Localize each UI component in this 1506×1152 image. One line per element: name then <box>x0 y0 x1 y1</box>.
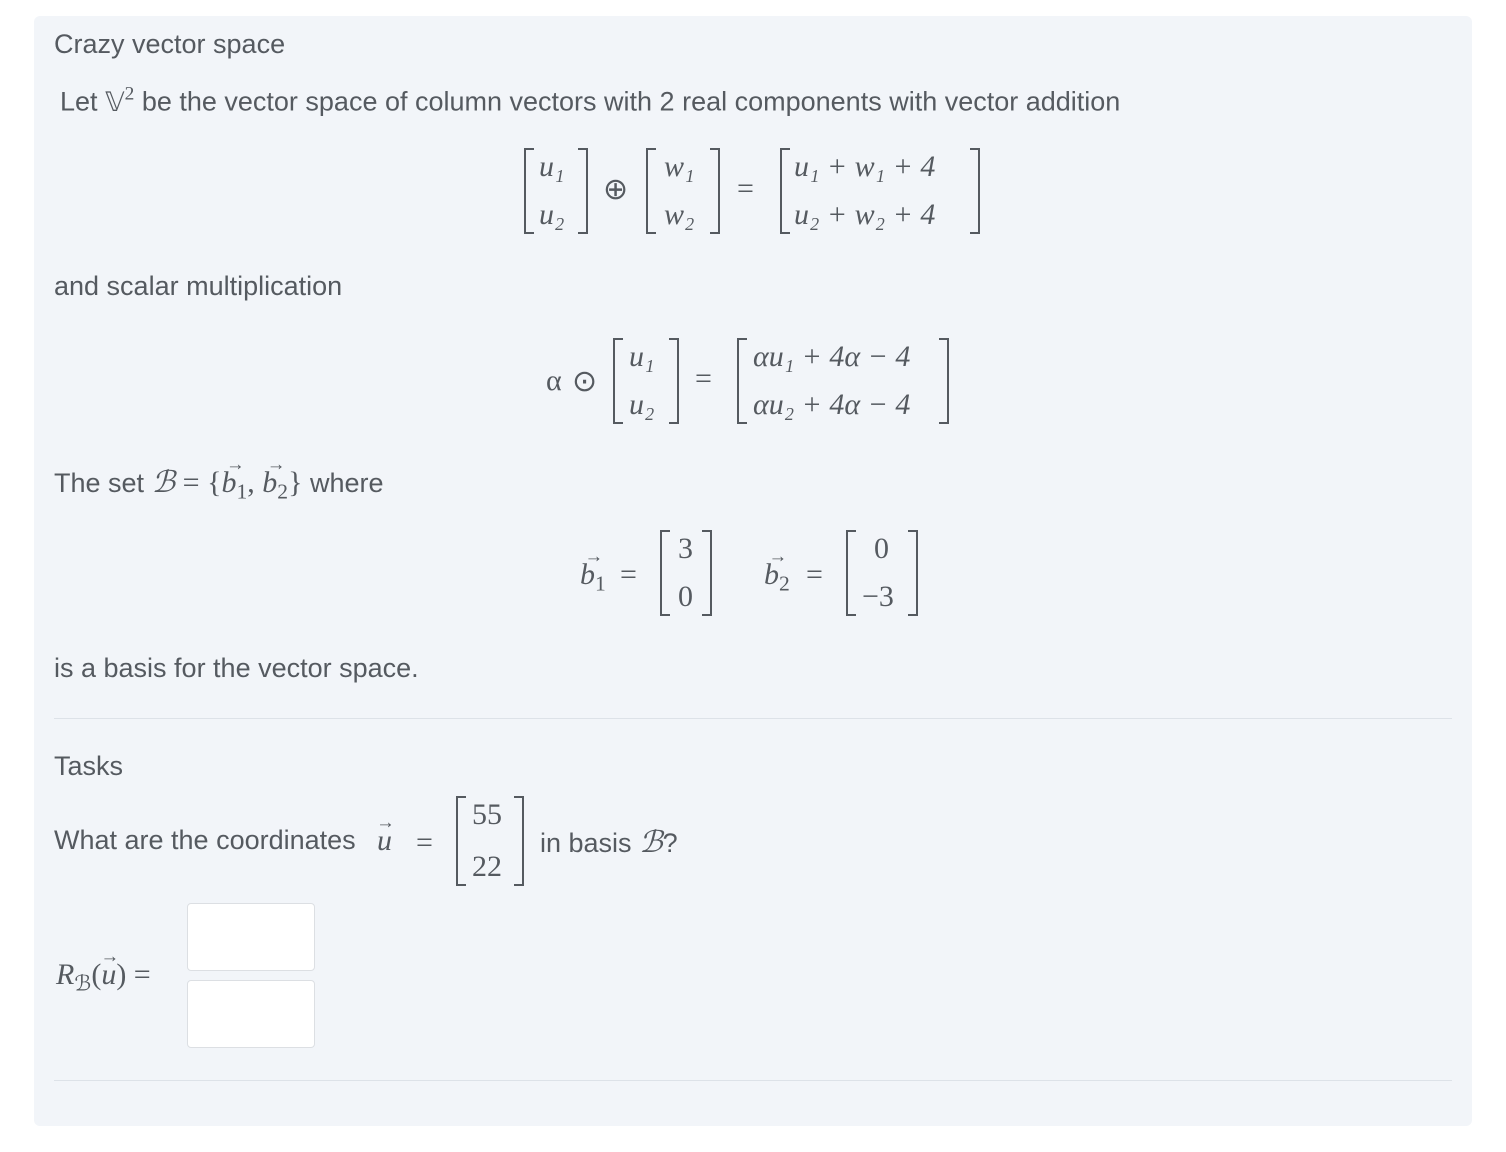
problem-title: Crazy vector space <box>54 29 286 59</box>
scalar-equals: = <box>695 362 712 395</box>
matrix-entry: 3 <box>678 532 693 565</box>
space-letter: 𝕍 <box>105 86 125 117</box>
matrix-entry: −3 <box>862 580 894 613</box>
b2-label: → $b_2$ <box>764 558 790 596</box>
matrix-entry: u₂ <box>539 198 565 231</box>
intro-line <box>60 83 1120 118</box>
matrix-entry: 22 <box>472 850 502 883</box>
matrix-entry: 0 <box>678 580 693 613</box>
scalar-intro: and scalar multiplication <box>54 271 343 301</box>
question-suffix: in basis ℬ? <box>540 826 678 859</box>
scalar-vector-matrix <box>613 338 679 424</box>
answer-input-2[interactable] <box>187 980 315 1048</box>
matrix-entry: u₂ + w₂ + 4 <box>794 198 936 231</box>
basis-statement: is a basis for the vector space. <box>54 653 419 683</box>
answer-input-1[interactable] <box>187 903 315 971</box>
b2-matrix <box>846 530 918 616</box>
set-line <box>54 465 384 504</box>
odot-operator: ⊙ <box>572 365 598 398</box>
matrix-entry: w₂ <box>664 198 695 231</box>
addition-result-matrix <box>780 148 980 234</box>
matrix-entry: u₁ + w₁ + 4 <box>794 150 936 183</box>
matrix-entry: 0 <box>874 532 889 565</box>
b1-matrix <box>660 530 712 616</box>
scalar-alpha: α <box>546 364 562 397</box>
question-equals: = <box>416 826 433 859</box>
addition-right-matrix <box>646 148 720 234</box>
set-expression: ℬ = {→ $b_1$, → $b_2$} <box>152 466 303 499</box>
question-vector-matrix <box>456 796 524 886</box>
matrix-entry: w₁ <box>664 150 695 183</box>
intro-suffix: be the vector space of column vectors with 2 real components with vector addition <box>141 86 1121 117</box>
b1-label: → $b_1$ <box>580 558 606 596</box>
scalar-result-matrix <box>737 338 949 424</box>
matrix-entry: 55 <box>472 798 502 831</box>
intro-prefix: Let <box>60 86 98 117</box>
space-exponent: 2 <box>124 83 135 104</box>
matrix-entry: u₁ <box>629 340 655 373</box>
matrix-entry: αu₂ + 4α − 4 <box>753 388 911 421</box>
matrix-entry: u₁ <box>539 150 565 183</box>
oplus-operator: ⊕ <box>603 173 629 206</box>
b2-equals: = <box>806 558 823 591</box>
question-prefix: What are the coordinates <box>54 825 356 855</box>
matrix-entry: αu₁ + 4α − 4 <box>753 340 911 373</box>
b1-equals: = <box>620 558 637 591</box>
vector-u: → u <box>377 824 392 858</box>
tasks-heading: Tasks <box>54 751 124 781</box>
divider <box>54 718 1452 719</box>
addition-left-matrix <box>524 148 588 234</box>
set-suffix: where <box>310 468 384 498</box>
answer-label: $R_ℬ(\to u)$ = <box>56 958 151 996</box>
set-prefix: The set <box>54 468 145 498</box>
matrix-entry: u₂ <box>629 388 655 421</box>
addition-equals: = <box>737 172 754 205</box>
question-vector-label <box>377 824 392 858</box>
divider <box>54 1080 1452 1081</box>
space-symbol <box>105 83 135 117</box>
